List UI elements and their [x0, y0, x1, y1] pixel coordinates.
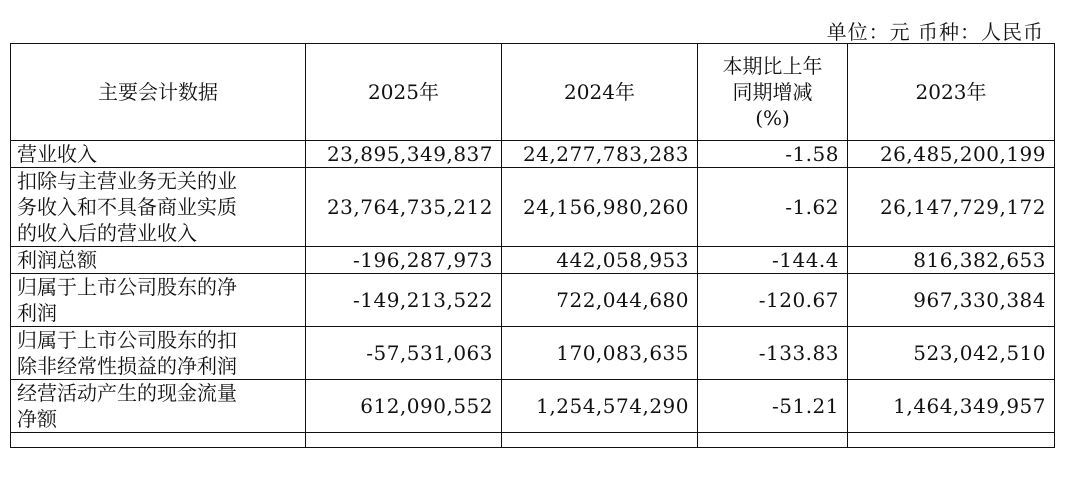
header-change-line1: 本期比上年 — [722, 54, 823, 78]
row-label-line: 的收入后的营业收入 — [17, 221, 197, 245]
table-row — [11, 141, 1055, 168]
row-label-line: 除非经常性损益的净利润 — [17, 354, 237, 378]
table-row — [11, 168, 1055, 247]
cell-2024: 1,254,574,290 — [502, 380, 698, 433]
header-change-line3: (%) — [755, 106, 790, 130]
cell-2023: 26,147,729,172 — [848, 168, 1055, 247]
row-label-line: 经营活动产生的现金流量 — [17, 381, 237, 405]
empty-cell — [848, 433, 1055, 448]
cell-2024: 442,058,953 — [502, 247, 698, 274]
header-change — [698, 44, 848, 141]
table-row — [11, 274, 1055, 327]
cell-2024: 722,044,680 — [502, 274, 698, 327]
row-label — [11, 247, 306, 274]
key-accounting-data-table — [10, 43, 1055, 448]
cell-2023: 816,382,653 — [848, 247, 1055, 274]
row-label — [11, 274, 306, 327]
row-label-line: 归属于上市公司股东的扣 — [17, 328, 237, 352]
empty-cell — [306, 433, 502, 448]
cell-change: -120.67 — [698, 274, 848, 327]
header-2024: 2024年 — [502, 44, 698, 141]
cell-2025: -196,287,973 — [306, 247, 502, 274]
cell-2024: 24,277,783,283 — [502, 141, 698, 168]
cell-change: -133.83 — [698, 327, 848, 380]
row-label-line: 利润总额 — [17, 248, 97, 272]
empty-cell — [502, 433, 698, 448]
row-label-line: 归属于上市公司股东的净 — [17, 275, 237, 299]
header-2023: 2023年 — [848, 44, 1055, 141]
row-label-line: 利润 — [17, 301, 57, 325]
cell-change: -51.21 — [698, 380, 848, 433]
cell-change: -1.62 — [698, 168, 848, 247]
row-label-line: 净额 — [17, 407, 57, 431]
cell-2025: 612,090,552 — [306, 380, 502, 433]
row-label — [11, 168, 306, 247]
row-label — [11, 327, 306, 380]
empty-cell — [698, 433, 848, 448]
cell-2025: 23,764,735,212 — [306, 168, 502, 247]
row-label-line: 务收入和不具备商业实质 — [17, 195, 237, 219]
header-item: 主要会计数据 — [11, 44, 306, 141]
cell-2025: -149,213,522 — [306, 274, 502, 327]
cell-2023: 26,485,200,199 — [848, 141, 1055, 168]
table-row — [11, 380, 1055, 433]
row-label-line: 扣除与主营业务无关的业 — [17, 169, 237, 193]
header-2025: 2025年 — [306, 44, 502, 141]
cell-2023: 967,330,384 — [848, 274, 1055, 327]
cell-2025: -57,531,063 — [306, 327, 502, 380]
cell-2023: 1,464,349,957 — [848, 380, 1055, 433]
cell-2023: 523,042,510 — [848, 327, 1055, 380]
cell-2024: 24,156,980,260 — [502, 168, 698, 247]
table-row — [11, 327, 1055, 380]
row-label — [11, 380, 306, 433]
table-header-row — [11, 44, 1055, 141]
unit-currency-note: 单位：元 币种：人民币 — [826, 20, 1044, 44]
table-row-partial — [11, 433, 1055, 448]
cell-2024: 170,083,635 — [502, 327, 698, 380]
cell-change: -144.4 — [698, 247, 848, 274]
table-row — [11, 247, 1055, 274]
cell-2025: 23,895,349,837 — [306, 141, 502, 168]
row-label-line: 营业收入 — [17, 142, 97, 166]
cell-change: -1.58 — [698, 141, 848, 168]
row-label — [11, 141, 306, 168]
empty-cell — [11, 433, 306, 448]
header-change-line2: 同期增减 — [732, 80, 813, 104]
